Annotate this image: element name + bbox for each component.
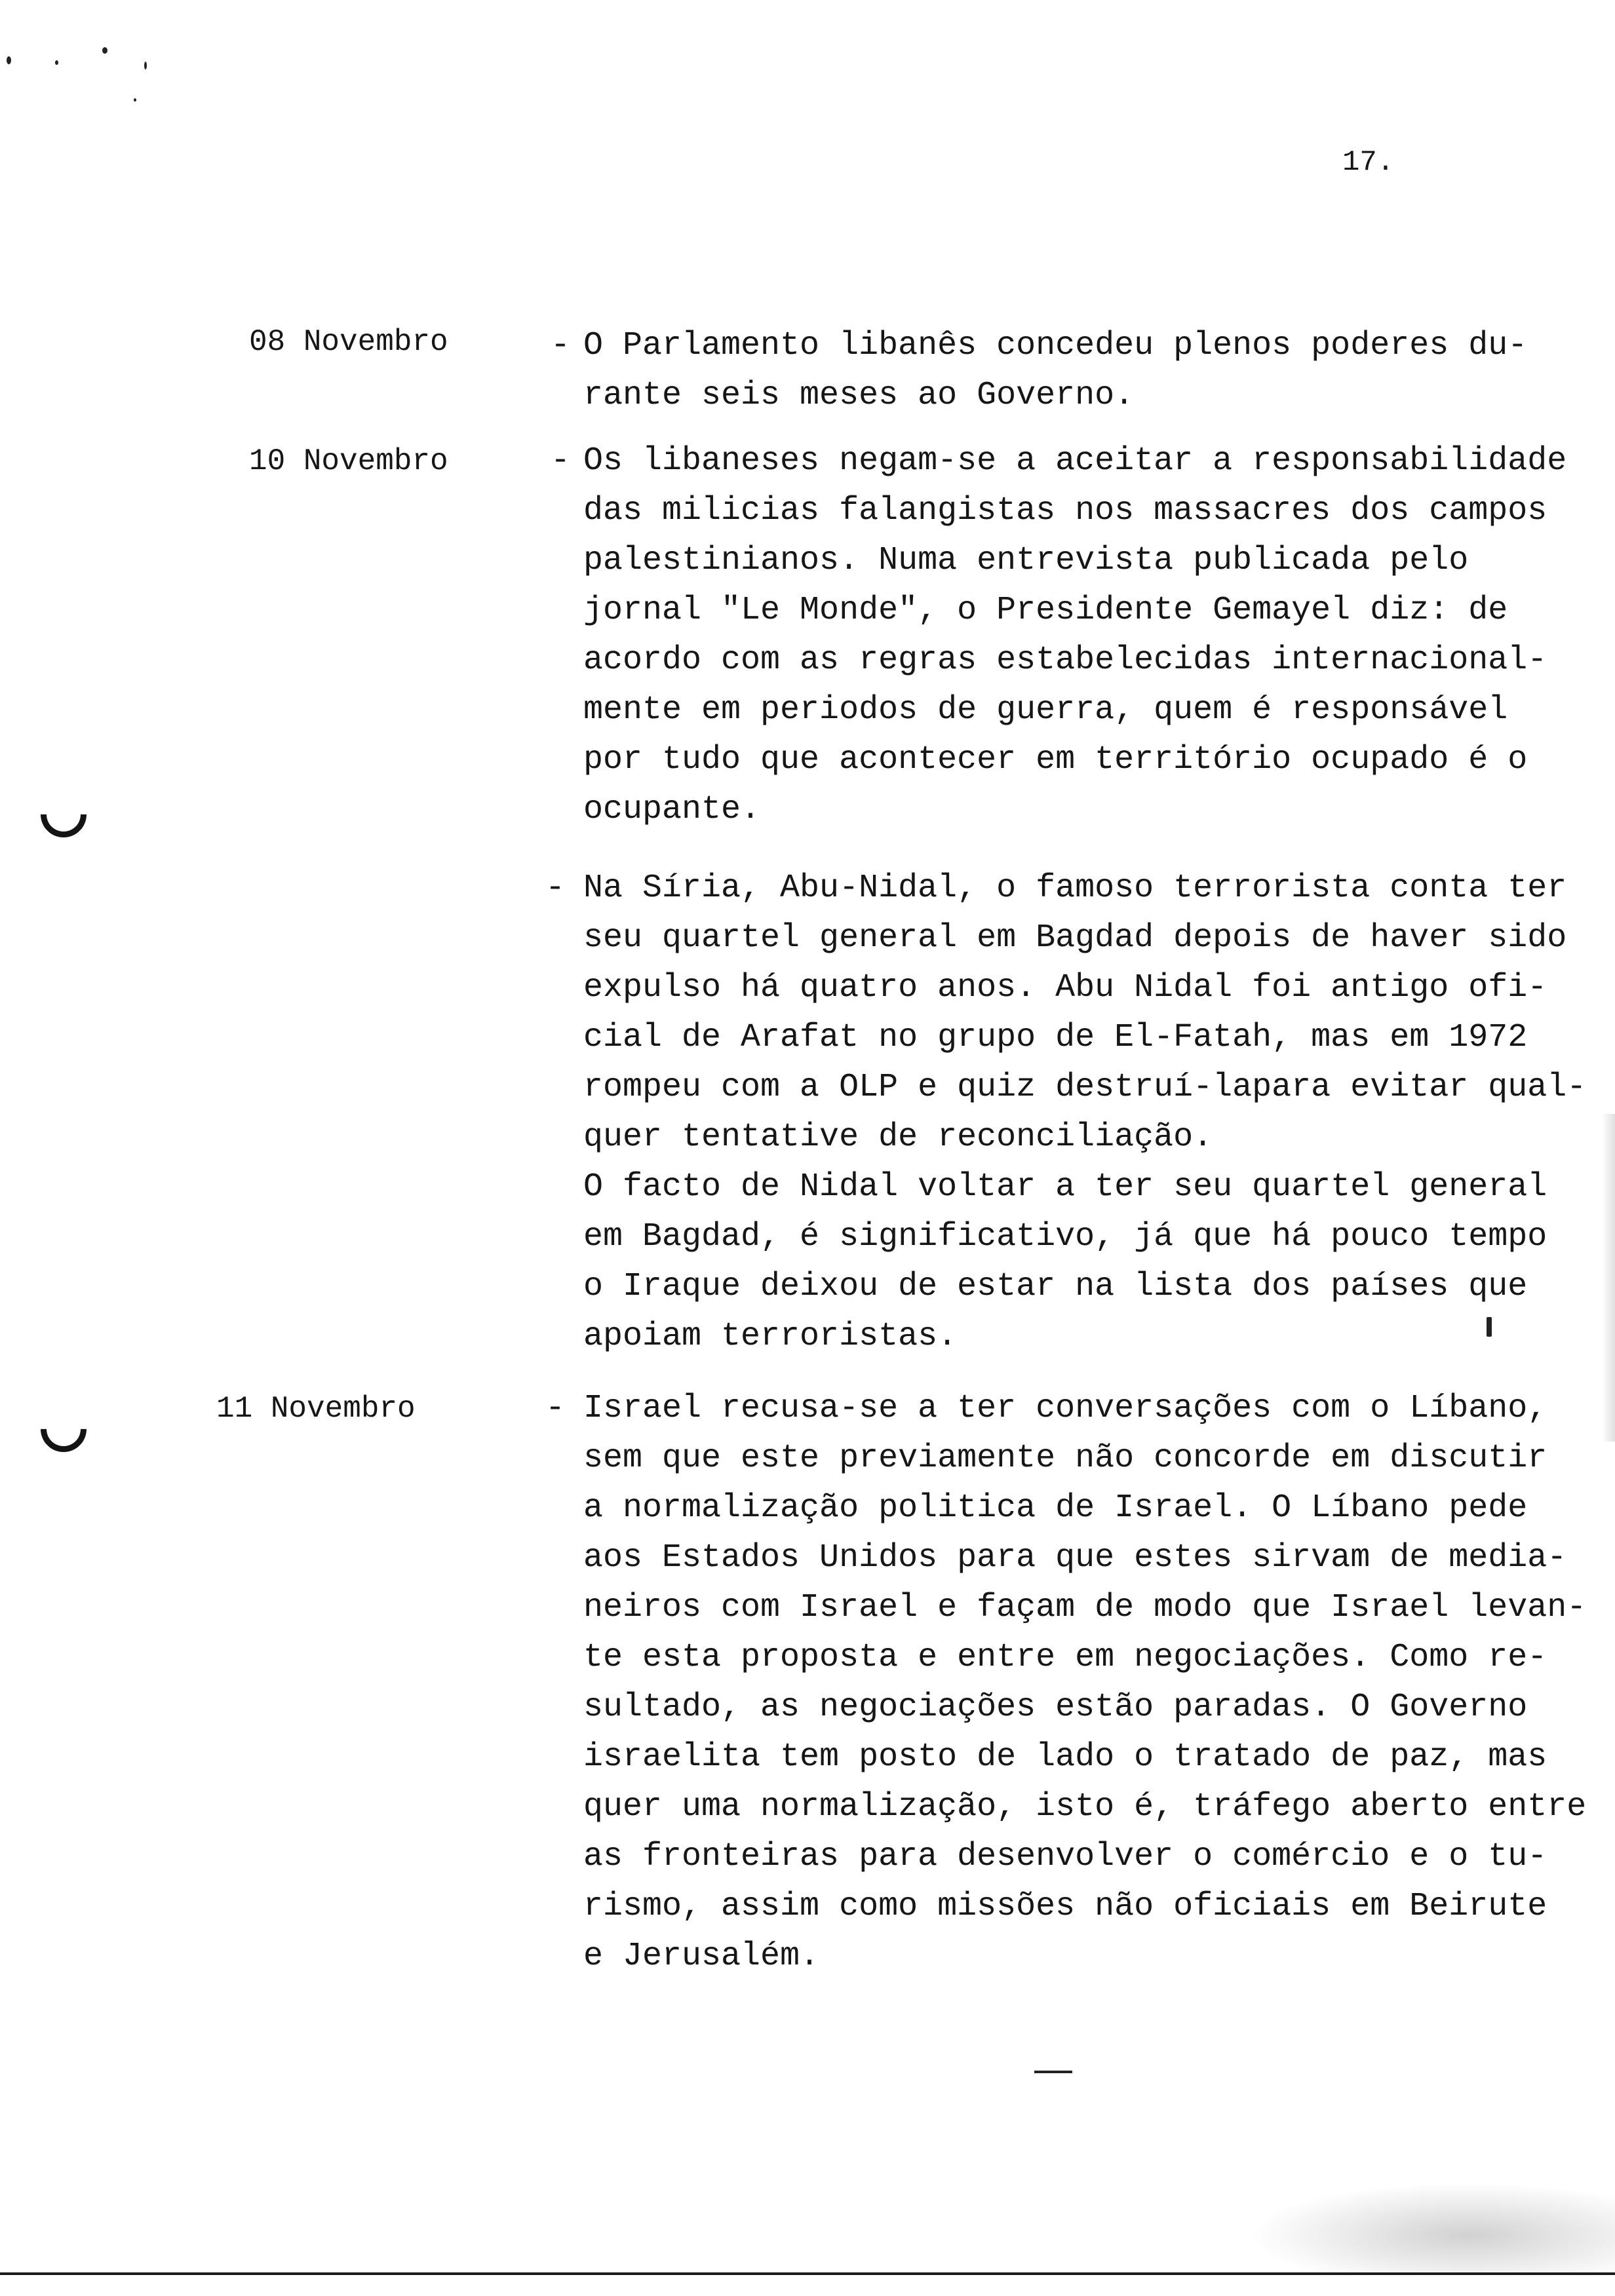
text-line: rompeu com a OLP e quiz destruí-lapara evitar qual-: [583, 1069, 1587, 1106]
scan-edge-shadow: [1602, 1114, 1615, 1442]
entry-date: 11 Novembro: [216, 1392, 416, 1426]
text-line: aos Estados Unidos para que estes sirvam de media-: [583, 1539, 1567, 1577]
text-line: jornal "Le Monde", o Presidente Gemayel diz: de: [583, 592, 1508, 629]
text-line: por tudo que acontecer em território ocupado é o: [583, 741, 1528, 778]
text-line: rismo, assim como missões não oficiais em Beirute: [583, 1888, 1547, 1925]
entry-dash: -: [545, 1390, 566, 1427]
text-line: quer uma normalização, isto é, tráfego aberto entre: [583, 1788, 1587, 1826]
text-line: rante seis meses ao Governo.: [583, 377, 1135, 414]
end-mark: [1034, 2071, 1072, 2073]
entry-date: 10 Novembro: [249, 444, 448, 478]
text-line: sultado, as negociações estão paradas. O Governo: [583, 1689, 1528, 1726]
text-line: cial de Arafat no grupo de El-Fatah, mas em 1972: [583, 1019, 1528, 1056]
entry-paragraph: [583, 1384, 1606, 1981]
scan-speck: [1487, 1317, 1492, 1337]
entry-paragraph: [583, 321, 1606, 421]
text-line: neiros com Israel e façam de modo que Israel levan-: [583, 1589, 1587, 1626]
entry-dash: -: [545, 870, 566, 907]
text-line: em Bagdad, é significativo, já que há pouco tempo: [583, 1218, 1547, 1255]
text-line: Na Síria, Abu-Nidal, o famoso terrorista conta ter: [583, 870, 1567, 907]
punch-hole-mark: [31, 1397, 96, 1462]
punch-hole-mark: [31, 782, 96, 847]
text-line: palestinianos. Numa entrevista publicada pelo: [583, 542, 1469, 579]
text-line: ocupante.: [583, 791, 761, 828]
text-line: O facto de Nidal voltar a ter seu quartel general: [583, 1168, 1547, 1206]
scan-speck: [7, 56, 11, 64]
scan-speck: [55, 60, 58, 65]
text-line: seu quartel general em Bagdad depois de haver sido: [583, 919, 1567, 957]
scan-speck: [134, 98, 136, 102]
text-line: te esta proposta e entre em negociações. Como re-: [583, 1639, 1547, 1676]
text-line: o Iraque deixou de estar na lista dos países que: [583, 1268, 1528, 1305]
text-line: e Jerusalém.: [583, 1938, 820, 1975]
entry-dash: -: [551, 327, 571, 364]
text-line: expulso há quatro anos. Abu Nidal foi antigo ofi-: [583, 969, 1547, 1006]
text-line: mente em periodos de guerra, quem é responsável: [583, 691, 1508, 729]
text-line: Israel recusa-se a ter conversações com o Líbano,: [583, 1390, 1547, 1427]
scan-noise: [1248, 2182, 1615, 2271]
text-line: das milicias falangistas nos massacres dos campos: [583, 492, 1547, 529]
text-line: quer tentative de reconciliação.: [583, 1119, 1213, 1156]
page-number: 17.: [1342, 146, 1395, 179]
text-line: apoiam terroristas.: [583, 1318, 958, 1355]
bottom-rule: [0, 2272, 1615, 2275]
text-line: as fronteiras para desenvolver o comércio e o tu-: [583, 1838, 1547, 1875]
entry-date: 08 Novembro: [249, 325, 448, 359]
entry-paragraph: [583, 436, 1606, 835]
text-line: sem que este previamente não concorde em discutir: [583, 1440, 1547, 1477]
text-line: acordo com as regras estabelecidas internacional-: [583, 641, 1547, 679]
text-line: a normalização politica de Israel. O Líbano pede: [583, 1489, 1528, 1527]
scan-speck: [102, 47, 107, 54]
text-line: israelita tem posto de lado o tratado de paz, mas: [583, 1738, 1547, 1776]
entry-dash: -: [551, 442, 571, 480]
scan-speck: [144, 62, 147, 69]
text-line: O Parlamento libanês concedeu plenos poderes du-: [583, 327, 1528, 364]
entry-paragraph: [583, 864, 1606, 1362]
text-line: Os libaneses negam-se a aceitar a responsabilidade: [583, 442, 1567, 480]
